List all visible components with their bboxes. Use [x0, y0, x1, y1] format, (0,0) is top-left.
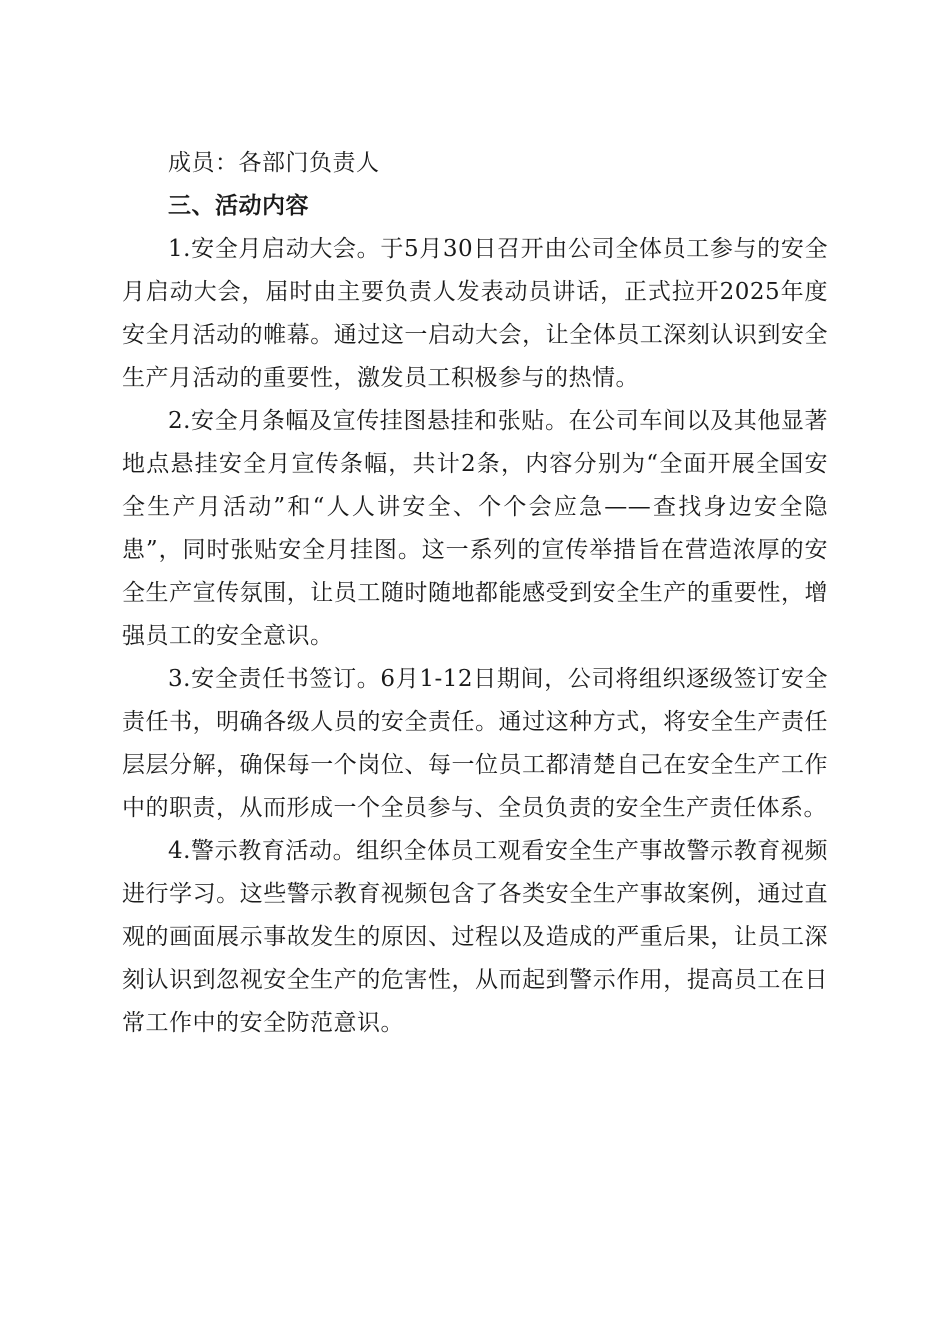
- activity-item-2: 2.安全月条幅及宣传挂图悬挂和张贴。在公司车间以及其他显著地点悬挂安全月宣传条幅，共计2条，内容分别为“全面开展全国安全生产月活动”和“人人讲安全、个个会应急——查找身边安全隐患”，同时张贴安全月挂图。这一系列的宣传举措旨在营造浓厚的安全生产宣传氛围，让员工随时随地都能感受到安全生产的重要性，增强员工的安全意识。: [122, 408, 828, 649]
- activity-item-4: 4.警示教育活动。组织全体员工观看安全生产事故警示教育视频进行学习。这些警示教育视频包含了各类安全生产事故案例，通过直观的画面展示事故发生的原因、过程以及造成的严重后果，让员工深刻认识到忽视安全生产的危害性，从而起到警示作用，提高员工在日常工作中的安全防范意识。: [122, 838, 828, 1036]
- activity-item-1: 1.安全月启动大会。于5月30日召开由公司全体员工参与的安全月启动大会，届时由主要负责人发表动员讲话，正式拉开2025年度安全月活动的帷幕。通过这一启动大会，让全体员工深刻认识到安全生产月活动的重要性，激发员工积极参与的热情。: [122, 236, 828, 391]
- document-body: [122, 142, 828, 1045]
- members-line: 成员：各部门负责人: [168, 150, 380, 176]
- activity-item-3: 3.安全责任书签订。6月1-12日期间，公司将组织逐级签订安全责任书，明确各级人员的安全责任。通过这种方式，将安全生产责任层层分解，确保每一个岗位、每一位员工都清楚自己在安全生产工作中的职责，从而形成一个全员参与、全员负责的安全生产责任体系。: [122, 666, 828, 821]
- section-heading: 三、活动内容: [168, 193, 309, 219]
